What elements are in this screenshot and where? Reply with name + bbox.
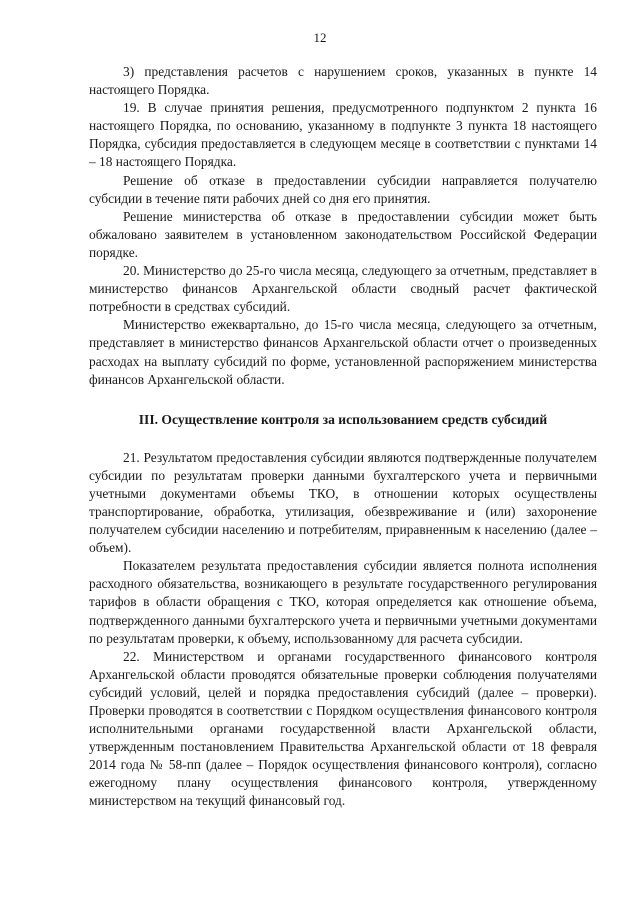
paragraph-quarterly-report: Министерство ежеквартально, до 15-го числа месяца, следующего за отчетным, представляет в министерство финансов Архангельской области отчет о произведенных расходах на выплату субсидий по форме, установленной распоряжением министерства финансов Архангельской области. (89, 317, 597, 387)
paragraph-21: 21. Результатом предоставления субсидии являются подтвержденные получателем субсидии по результатам проверки данными бухгалтерского учета и первичными учетными документами объемы ТКО, в отношении которых осуществлены транспортирование, обработка, утилизация, обезвреживание и (или) захоронение получателем субсидии населению и потребителям, приравненным к населению (далее – объем). (89, 449, 597, 556)
paragraph-19: 19. В случае принятия решения, предусмотренного подпунктом 2 пункта 16 настоящего Порядка, по основанию, указанному в подпункте 3 пункта 18 настоящего Порядка, субсидия предоставляется в следующем месяце в соответствии с пунктами 14 – 18 настоящего Порядка. (89, 100, 597, 170)
paragraph-20: 20. Министерство до 25-го числа месяца, следующего за отчетным, представляет в министерство финансов Архангельской области сводный расчет фактической потребности в средствах субсидий. (89, 263, 597, 315)
paragraph-item-3: 3) представления расчетов с нарушением сроков, указанных в пункте 14 настоящего Порядка. (89, 64, 597, 98)
section-heading: III. Осуществление контроля за использованием средств субсидий (138, 411, 548, 427)
paragraph-result-indicator: Показателем результата предоставления субсидии является полнота исполнения расходного обязательства, возникающего в результате государственного регулирования тарифов в области обращения с ТКО, которая определяется как отношение объема, подтвержденного данными бухгалтерского учета и первичными учетными документами по результатам проверки, к объему, использованному для расчета субсидии. (89, 558, 597, 646)
page-number: 12 (313, 30, 327, 45)
paragraph-refusal-notice: Решение об отказе в предоставлении субсидии направляется получателю субсидии в течение пяти рабочих дней со дня его принятия. (89, 172, 597, 206)
document-body (89, 63, 597, 811)
paragraph-22: 22. Министерством и органами государственного финансового контроля Архангельской области проводятся обязательные проверки соблюдения получателями субсидий условий, целей и порядка предоставления субсидий (далее – проверки). Проверки проводятся в соответствии с Порядком осуществления финансового контроля исполнительными органами государственной власти Архангельской области, утвержденным постановлением Правительства Архангельской области от 18 февраля 2014 года № 58-пп (далее – Порядок осуществления финансового контроля), согласно ежегодному плану осуществления финансового контроля, утвержденному министерством на текущий финансовый год. (89, 648, 597, 809)
paragraph-appeal: Решение министерства об отказе в предоставлении субсидии может быть обжаловано заявителем в установленном законодательством Российской Федерации порядке. (89, 208, 597, 260)
